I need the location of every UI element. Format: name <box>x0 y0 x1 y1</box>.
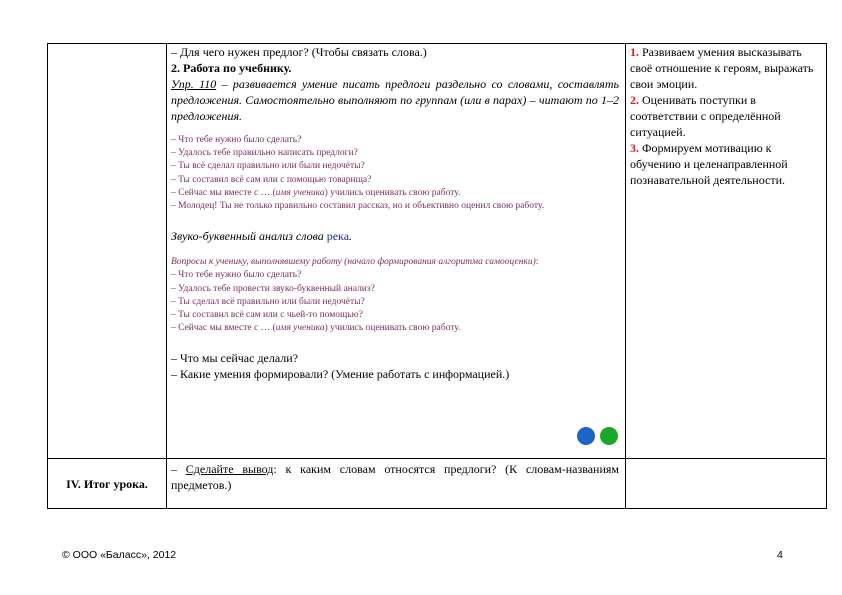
skill-text: Оценивать поступки в соответствии с определённой ситуацией. <box>630 93 781 139</box>
table-border-left <box>47 43 48 509</box>
self-check-question: – Ты сделал всё правильно или были недочёты? <box>171 296 365 307</box>
student-name-placeholder: имя ученика <box>275 187 325 198</box>
questions-intro-colon: : <box>535 257 539 268</box>
together-prefix: – Сейчас мы вместе с … ( <box>171 323 276 334</box>
analysis-prefix: Звуко-буквенный анализ слова <box>171 229 327 244</box>
table-column-divider-1 <box>166 43 167 509</box>
self-check-questions-2 <box>171 256 619 335</box>
section-label: IV. Итог урока. <box>66 476 148 491</box>
skill-text: Формируем мотивацию к обучению и целенаправленной познавательной деятельности. <box>630 141 788 187</box>
together-prefix: – Сейчас мы вместе с … ( <box>171 187 276 198</box>
section-label-cell <box>48 459 166 508</box>
lesson-content-cell <box>171 44 619 382</box>
green-indicator-circle <box>600 427 618 445</box>
textbook-heading: 2. Работа по учебнику. <box>171 61 292 75</box>
skill-number: 3. <box>630 141 639 155</box>
preposition-question: – Для чего нужен предлог? (Чтобы связать слова.) <box>171 45 427 59</box>
blue-indicator-circle <box>577 427 595 445</box>
exercise-description <box>171 76 619 124</box>
self-check-question: – Удалось тебе провести звуко-буквенный анализ? <box>171 283 375 294</box>
summary-conclusion-link: Сделайте вывод <box>185 462 274 476</box>
self-check-together <box>171 322 619 335</box>
exercise-reference: Упр. 110 <box>171 77 217 91</box>
what-did-question: – Что мы сейчас делали? <box>171 351 299 366</box>
summary-cell <box>171 461 619 493</box>
self-check-question: – Ты составил всё сам или с помощью товарища? <box>171 174 372 185</box>
table-border-bottom <box>47 508 827 509</box>
analysis-suffix: . <box>349 229 353 244</box>
student-name-placeholder: имя ученика <box>275 323 325 334</box>
self-check-question: – Что тебе нужно было сделать? <box>171 135 302 145</box>
skill-item <box>630 140 822 188</box>
together-suffix: ) учились оценивать свою работу. <box>324 323 461 334</box>
skill-number: 2. <box>630 93 639 107</box>
skill-item <box>630 92 822 140</box>
summary-text <box>171 461 619 493</box>
skills-question: – Какие умения формировали? (Умение работать с информацией.) <box>171 367 510 382</box>
footer-page-number: 4 <box>777 549 783 561</box>
self-check-question: – Что тебе нужно было сделать? <box>171 270 302 281</box>
questions-intro-text: Вопросы к ученику, выполнявшему работу (начало формирования алгоритма самооценки) <box>171 257 536 268</box>
praise-text: – Молодец! Ты не только правильно составил рассказ, но и объективно оценил свою работу. <box>171 201 545 212</box>
self-check-together <box>171 187 619 200</box>
self-check-question: – Удалось тебе правильно написать предлоги? <box>171 148 358 159</box>
self-check-question: – Ты всё сделал правильно или были недочёты? <box>171 161 365 172</box>
exercise-text: – развивается умение писать предлоги раздельно со словами, составлять предложения. Самостоятельно выполняют по группам (или в парах) – читают по 1–2 предложения. <box>171 77 620 123</box>
skill-number: 1. <box>630 45 639 59</box>
summary-question: : к каким словам относятся предлоги? (К словам-названиям предметов.) <box>171 462 619 492</box>
skill-text: Развиваем умения высказывать своё отношение к героям, выражать свои эмоции. <box>630 45 814 91</box>
summary-prefix: – <box>171 462 186 476</box>
self-check-question: – Ты составил всё сам или с чьей-то помощью? <box>171 310 363 321</box>
learning-skills-cell <box>630 44 822 188</box>
table-column-divider-2 <box>625 43 626 509</box>
sound-letter-analysis-heading <box>171 228 619 244</box>
footer-copyright: © ООО «Баласс», 2012 <box>62 549 177 561</box>
self-check-questions-1 <box>171 134 619 213</box>
together-suffix: ) учились оценивать свою работу. <box>324 187 461 198</box>
analysis-word: река <box>326 229 350 244</box>
questions-intro <box>171 256 619 269</box>
skill-item <box>630 44 822 92</box>
table-border-right <box>826 43 827 509</box>
